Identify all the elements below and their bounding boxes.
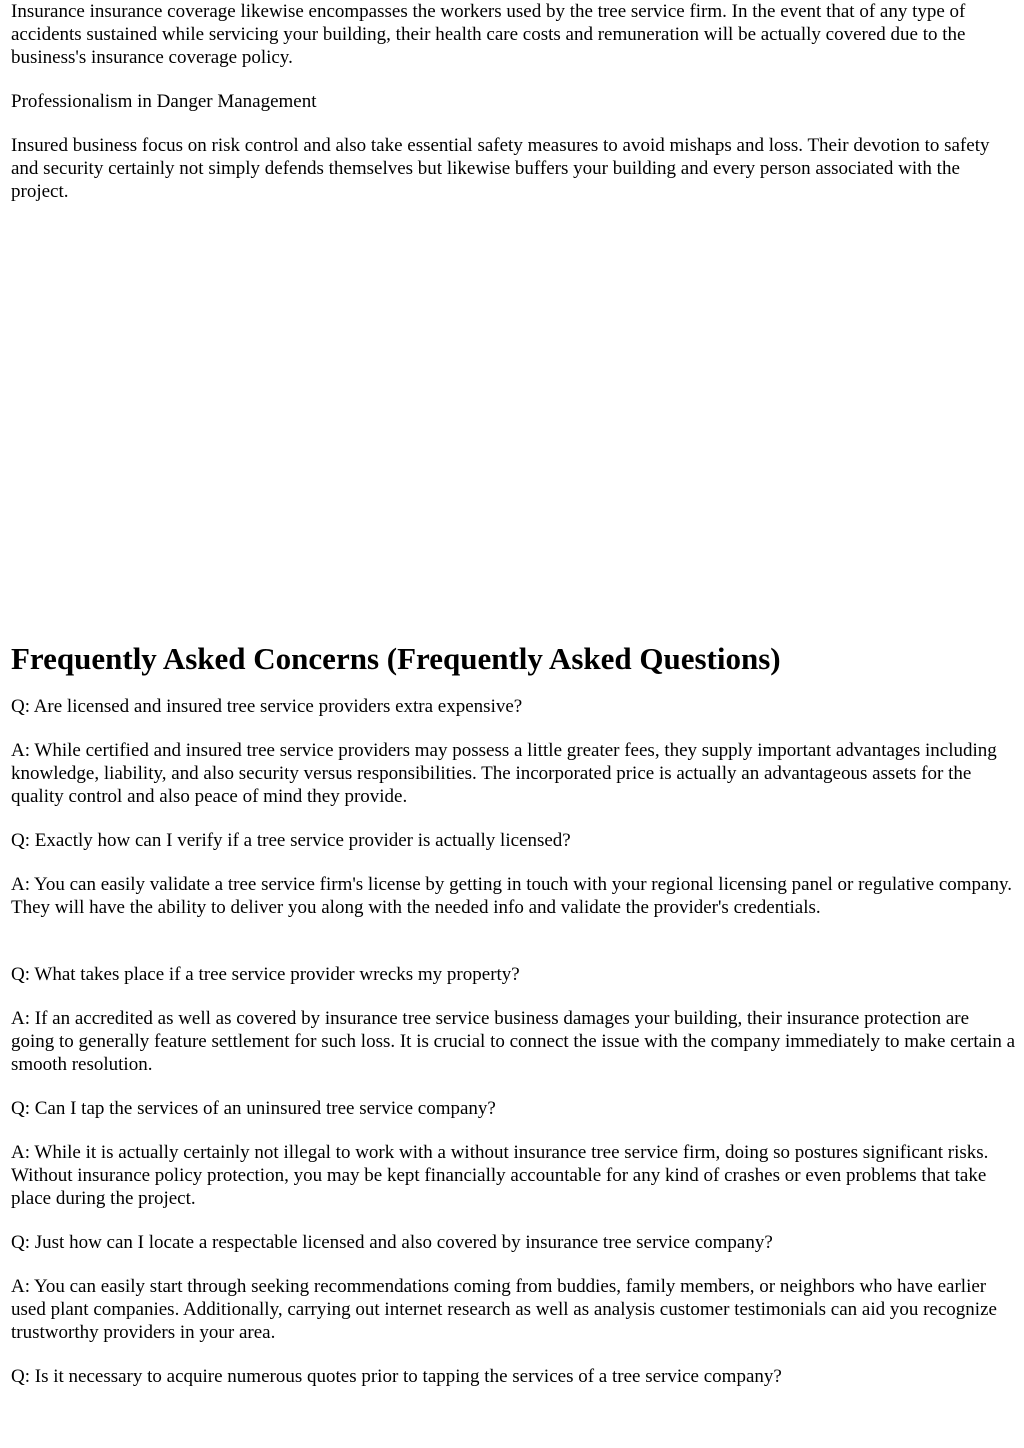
faq-question: Q: Exactly how can I verify if a tree service provider is actually licensed? <box>11 830 571 851</box>
faq-question: Q: Can I tap the services of an uninsured tree service company? <box>11 1098 496 1119</box>
blank-space <box>11 203 1016 640</box>
intro-paragraph: Insurance insurance coverage likewise encompasses the workers used by the tree service firm. In the event that of any type of accidents sustained while servicing your building, their health care costs and remuneration will be actually covered due to the business's insurance coverage policy. <box>11 1 966 68</box>
faq-answer: A: You can easily validate a tree service firm's license by getting in touch with your regional licensing panel or regulative company. They will have the ability to deliver you along with the needed info and validate the provider's credentials. <box>11 874 1012 918</box>
section-subheading: Professionalism in Danger Management <box>11 91 317 112</box>
faq-question: Q: Is it necessary to acquire numerous quotes prior to tapping the services of a tree service company? <box>11 1366 782 1387</box>
faq-answer: A: If an accredited as well as covered by insurance tree service business damages your building, their insurance protection are going to generally feature settlement for such loss. It is crucial to connect the issue with the company immediately to make certain a smooth resolution. <box>11 1008 1016 1075</box>
faq-answer: A: While certified and insured tree service providers may possess a little greater fees, they supply important advantages including knowledge, liability, and also security versus responsibilities. The incorporated price is actually an advantageous assets for the quality control and also peace of mind they provide. <box>11 740 997 807</box>
faq-heading: Frequently Asked Concerns (Frequently Asked Questions) <box>11 641 781 676</box>
faq-question: Q: What takes place if a tree service provider wrecks my property? <box>11 964 520 985</box>
faq-question: Q: Just how can I locate a respectable licensed and also covered by insurance tree service company? <box>11 1232 773 1253</box>
faq-question: Q: Are licensed and insured tree service providers extra expensive? <box>11 696 523 717</box>
faq-answer: A: You can easily start through seeking recommendations coming from buddies, family members, or neighbors who have earlier used plant companies. Additionally, carrying out internet research as well as analysis customer testimonials can aid you recognize trustworthy providers in your area. <box>11 1276 997 1343</box>
risk-paragraph: Insured business focus on risk control and also take essential safety measures to avoid mishaps and loss. Their devotion to safety and security certainly not simply defends themselves but likewise buffers your building and every person associated with the project. <box>11 135 990 202</box>
faq-answer: A: While it is actually certainly not illegal to work with a without insurance tree service firm, doing so postures significant risks. Without insurance policy protection, you may be kept financially accountable for any kind of crashes or even problems that take place during the project. <box>11 1142 989 1209</box>
